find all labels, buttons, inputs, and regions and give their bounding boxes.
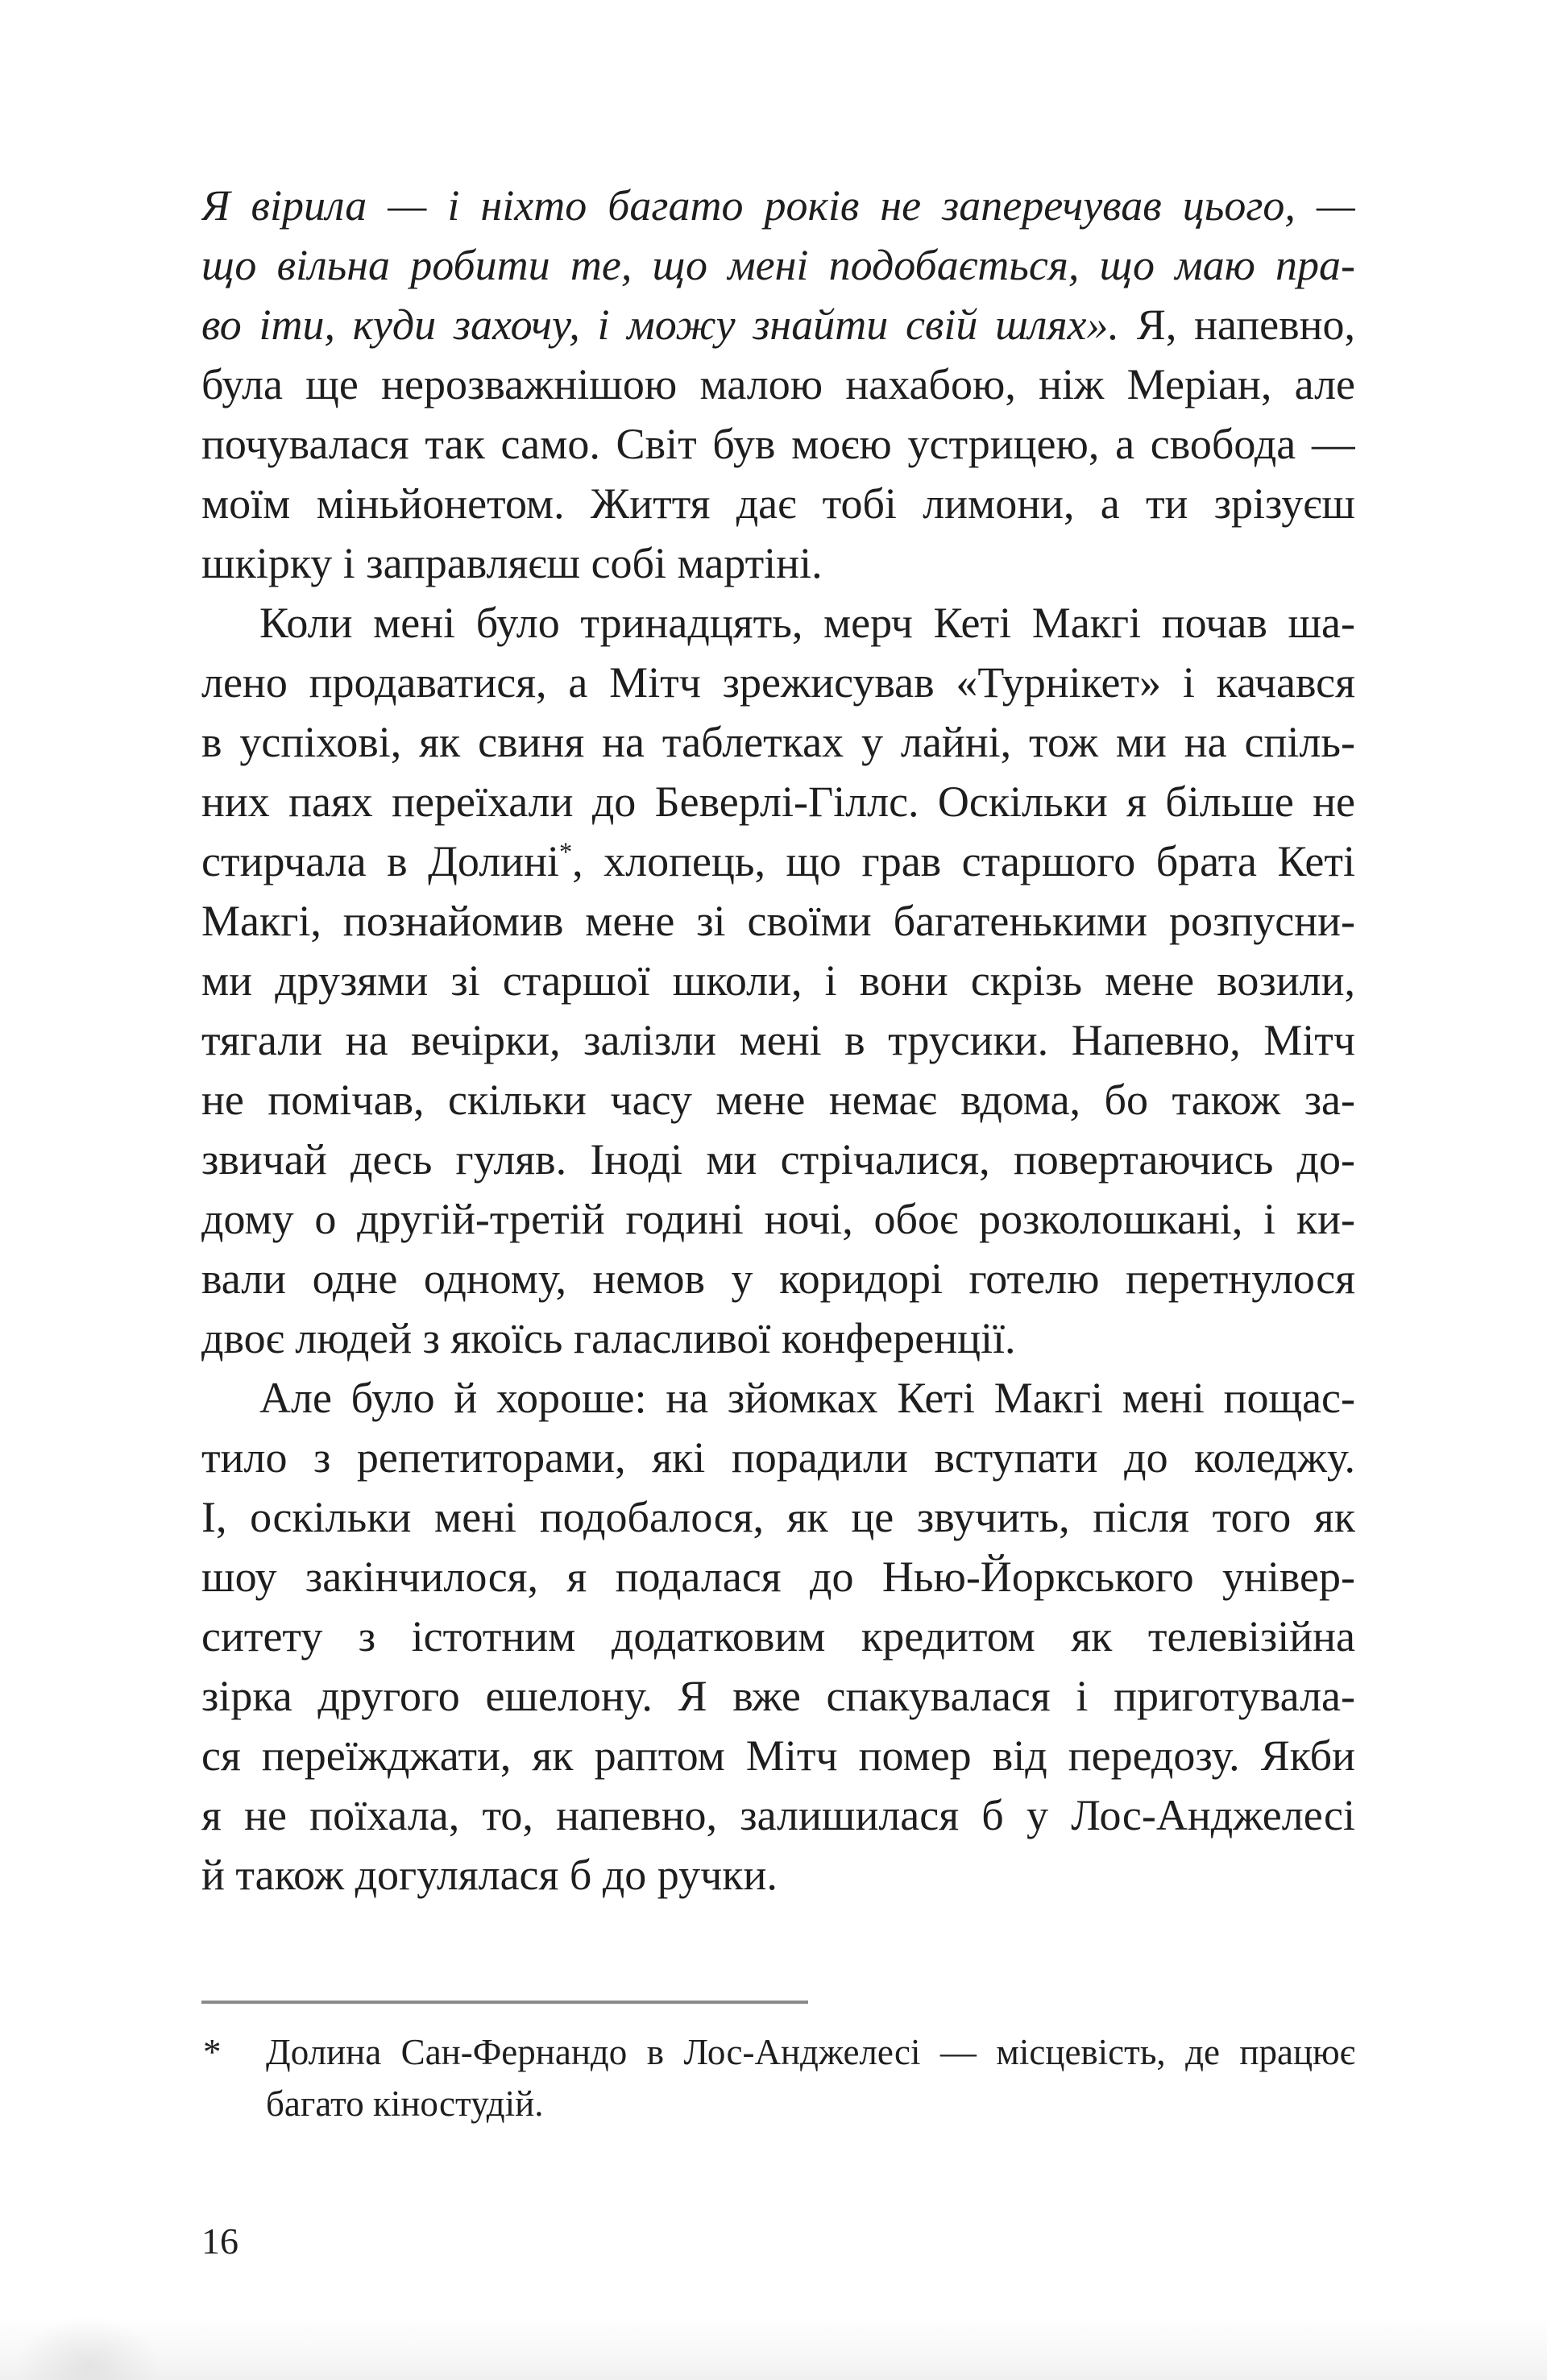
text-segment: ся переїжджати, як раптом Мітч помер від передозу. Якби: [201, 1731, 1355, 1780]
text-segment: ситету з істотним додатковим кредитом як телевізійна: [201, 1612, 1355, 1661]
text-line: [201, 1785, 1355, 1845]
text-line: [201, 1368, 1355, 1428]
text-line: [201, 712, 1355, 772]
text-line: [201, 1607, 1355, 1666]
text-segment: вали одне одному, немов у коридорі готелю перетнулося: [201, 1254, 1355, 1303]
text-segment: моїм міньйонетом. Життя дає тобі лимони, а ти зрізуєш: [201, 479, 1355, 528]
italic-text: во іти, куди захочу, і можу знайти свій шлях».: [201, 301, 1120, 349]
text-segment: Макгі, познайомив мене зі своїми багатенькими розпусни-: [201, 897, 1355, 945]
page-number: 16: [201, 2220, 238, 2262]
text-segment: в успіхові, як свиня на таблетках у лайні, тож ми на спіль-: [201, 718, 1355, 766]
text-line: [201, 474, 1355, 533]
text-segment: не помічав, скільки часу мене немає вдома, бо також за-: [201, 1076, 1355, 1124]
text-segment: , хлопець, що грав старшого брата Кеті: [572, 837, 1355, 885]
text-segment: звичай десь гуляв. Іноді ми стрічалися, повертаючись до-: [201, 1135, 1355, 1184]
text-line: [201, 1130, 1355, 1189]
text-segment: Я, напевно,: [1119, 301, 1355, 349]
text-segment: лено продаватися, а Мітч зрежисував «Турнікет» і качався: [201, 658, 1355, 707]
text-segment: багато кіностудій.: [266, 2084, 544, 2124]
text-line: [201, 1487, 1355, 1547]
text-segment: ми друзями зі старшої школи, і вони скрізь мене возили,: [201, 956, 1355, 1005]
italic-text: Я вірила — і ніхто багато років не заперечував цього, —: [201, 181, 1355, 230]
text-segment: була ще нерозважнішою малою нахабою, ніж Меріан, але: [201, 360, 1355, 408]
text-segment: тило з репетиторами, які порадили вступати до коледжу.: [201, 1433, 1355, 1482]
text-segment: шкірку і заправляєш собі мартіні.: [201, 539, 823, 587]
text-segment: почувалася так само. Світ був моєю устрицею, а свобода —: [201, 420, 1355, 468]
text-line: [201, 176, 1355, 235]
text-line: [201, 891, 1355, 951]
text-segment: Долина Сан-Фернандо в Лос-Анджелесі — місцевість, де працює: [266, 2032, 1355, 2072]
text-segment: Але було й хороше: на зйомках Кеті Макгі мені пощас-: [259, 1374, 1355, 1422]
body-text: [201, 176, 1355, 1905]
text-segment: стирчала в Долині: [201, 837, 559, 885]
text-line: [201, 533, 1355, 593]
text-segment: Коли мені було тринадцять, мерч Кеті Макгі почав ша-: [259, 599, 1355, 647]
page-bottom-shade: [0, 2316, 1547, 2380]
text-line: [201, 1070, 1355, 1130]
footnote-text: [266, 2026, 1355, 2129]
text-line: [201, 1428, 1355, 1487]
text-segment: двоє людей з якоїсь галасливої конференції.: [201, 1314, 1016, 1362]
text-segment: шоу закінчилося, я подалася до Нью-Йоркського універ-: [201, 1553, 1355, 1601]
text-segment: я не поїхала, то, напевно, залишилася б у Лос-Анджелесі: [201, 1791, 1355, 1839]
text-line: [201, 1845, 1355, 1905]
text-line: [201, 593, 1355, 653]
text-line: [201, 295, 1355, 355]
text-line: [201, 355, 1355, 414]
footnote-marker: *: [203, 2032, 222, 2072]
text-line: [201, 235, 1355, 295]
text-segment: І, оскільки мені подобалося, як це звучить, після того як: [201, 1493, 1355, 1541]
italic-text: що вільна робити те, що мені подобається, що маю пра-: [201, 241, 1355, 289]
text-line: [201, 1308, 1355, 1368]
text-line: [201, 1666, 1355, 1726]
text-line: [201, 653, 1355, 712]
text-segment: зірка другого ешелону. Я вже спакувалася і приготувала-: [201, 1672, 1355, 1720]
page-corner-smudge: [16, 2316, 161, 2380]
text-line: [266, 2026, 1355, 2078]
text-line: [201, 1726, 1355, 1785]
text-segment: тягали на вечірки, залізли мені в трусики. Напевно, Мітч: [201, 1016, 1355, 1064]
text-segment: них паях переїхали до Беверлі-Гіллс. Оскільки я більше не: [201, 777, 1355, 826]
footnote: [201, 2026, 1355, 2129]
footnote-reference: *: [558, 838, 573, 867]
text-line: [201, 1547, 1355, 1607]
footnote-divider: [201, 2001, 808, 2004]
text-line: [201, 772, 1355, 831]
text-line: [266, 2078, 1355, 2129]
text-line: [201, 951, 1355, 1010]
text-line: [201, 1189, 1355, 1249]
text-line: [201, 831, 1355, 891]
text-segment: й також догулялася б до ручки.: [201, 1851, 778, 1899]
text-line: [201, 1010, 1355, 1070]
text-line: [201, 1249, 1355, 1308]
text-segment: дому о другій-третій годині ночі, обоє розколошкані, і ки-: [201, 1195, 1355, 1243]
text-line: [201, 414, 1355, 474]
